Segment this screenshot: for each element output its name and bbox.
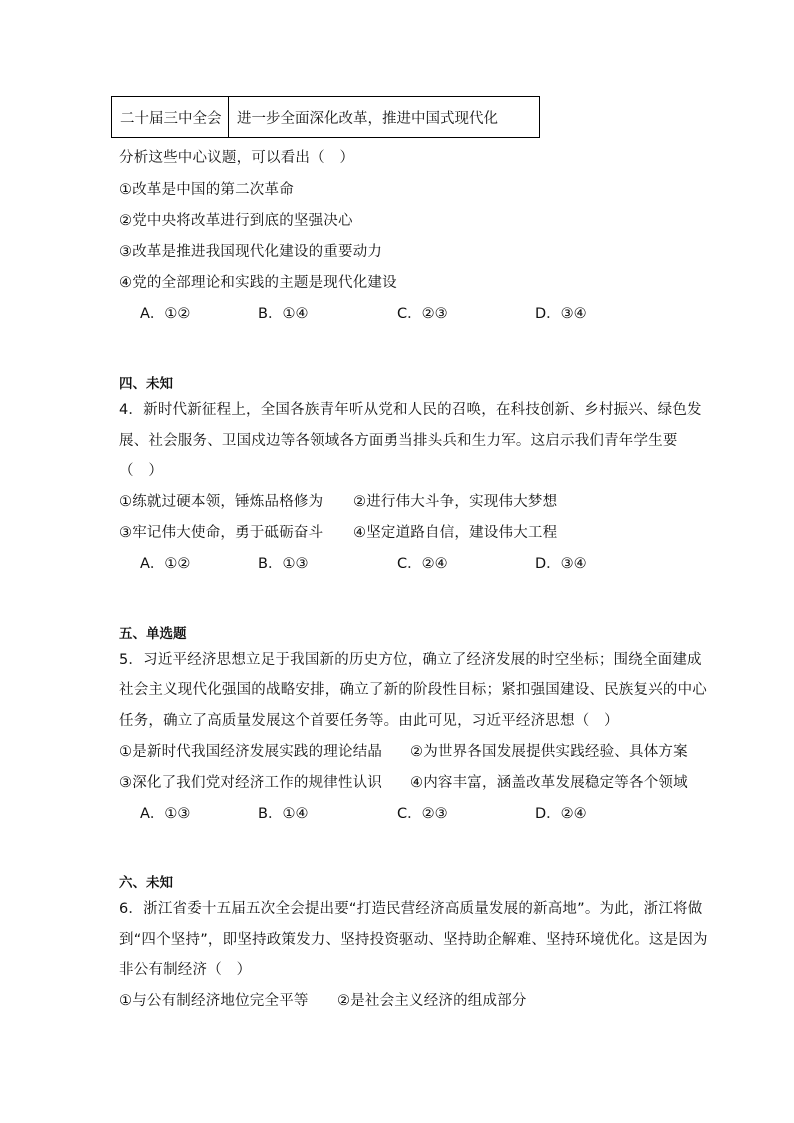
q3-option-b[interactable]: B．①④ — [258, 306, 309, 322]
q4-item-2: ②进行伟大斗争，实现伟大梦想 — [353, 494, 558, 510]
q3-item-3: ③改革是推进我国现代化建设的重要动力 — [119, 244, 383, 260]
section-6-heading: 六、未知 — [119, 875, 173, 891]
q5-item-4: ④内容丰富，涵盖改革发展稳定等各个领域 — [410, 775, 688, 791]
table-row — [112, 97, 540, 138]
q3-option-a[interactable]: A．①② — [140, 306, 191, 322]
q4-option-b[interactable]: B．①③ — [258, 556, 309, 572]
q6-item-2: ②是社会主义经济的组成部分 — [337, 993, 527, 1009]
section-4-heading: 四、未知 — [119, 376, 173, 392]
q4-option-a[interactable]: A．①② — [140, 556, 191, 572]
q3-stem: 分析这些中心议题，可以看出（ ） — [119, 150, 355, 166]
q6-line-1: 6．浙江省委十五届五次全会提出要“打造民营经济高质量发展的新高地”。为此，浙江将做 — [119, 901, 703, 917]
q5-option-c[interactable]: C．②③ — [397, 806, 448, 822]
q5-line-1: 5．习近平经济思想立足于我国新的历史方位，确立了经济发展的时空坐标；围绕全面建成 — [119, 652, 702, 668]
q4-item-1: ①练就过硬本领，锤炼品格修为 — [119, 494, 324, 510]
q3-item-2: ②党中央将改革进行到底的坚强决心 — [119, 213, 353, 229]
table-cell-topic: 进一步全面深化改革，推进中国式现代化 — [229, 97, 540, 138]
q5-item-1: ①是新时代我国经济发展实践的理论结晶 — [119, 744, 383, 760]
q5-option-a[interactable]: A．①③ — [140, 806, 191, 822]
section-5-heading: 五、单选题 — [119, 626, 187, 642]
q4-line-1: 4．新时代新征程上，全国各族青年听从党和人民的召唤，在科技创新、乡村振兴、绿色发 — [119, 402, 702, 418]
q5-option-d[interactable]: D．②④ — [535, 806, 587, 822]
q3-item-1: ①改革是中国的第二次革命 — [119, 182, 294, 198]
q4-line-3: （ ） — [119, 463, 164, 479]
table-cell-meeting: 二十届三中全会 — [112, 97, 229, 138]
q5-option-b[interactable]: B．①④ — [258, 806, 309, 822]
q3-option-c[interactable]: C．②③ — [397, 306, 448, 322]
q6-item-1: ①与公有制经济地位完全平等 — [119, 993, 309, 1009]
q4-option-d[interactable]: D．③④ — [535, 556, 587, 572]
q6-line-3: 非公有制经济（ ） — [119, 962, 252, 978]
q4-item-4: ④坚定道路自信，建设伟大工程 — [353, 525, 558, 541]
q6-line-2: 到“四个坚持”，即坚持政策发力、坚持投资驱动、坚持助企解难、坚持环境优化。这是因为 — [119, 932, 708, 948]
q4-line-2: 展、社会服务、卫国戍边等各领域各方面勇当排头兵和生力军。这启示我们青年学生要 — [119, 433, 678, 449]
q5-line-2: 社会主义现代化强国的战略安排，确立了新的阶段性目标；紧扣强国建设、民族复兴的中心 — [119, 682, 707, 698]
q4-item-3: ③牢记伟大使命，勇于砥砺奋斗 — [119, 525, 324, 541]
q3-item-4: ④党的全部理论和实践的主题是现代化建设 — [119, 275, 397, 291]
q3-option-d[interactable]: D．③④ — [535, 306, 587, 322]
topic-table — [111, 96, 540, 138]
q5-item-3: ③深化了我们党对经济工作的规律性认识 — [119, 775, 383, 791]
q4-option-c[interactable]: C．②④ — [397, 556, 448, 572]
q5-line-3: 任务，确立了高质量发展这个首要任务等。由此可见，习近平经济思想（ ） — [119, 713, 619, 729]
q5-item-2: ②为世界各国发展提供实践经验、具体方案 — [410, 744, 688, 760]
